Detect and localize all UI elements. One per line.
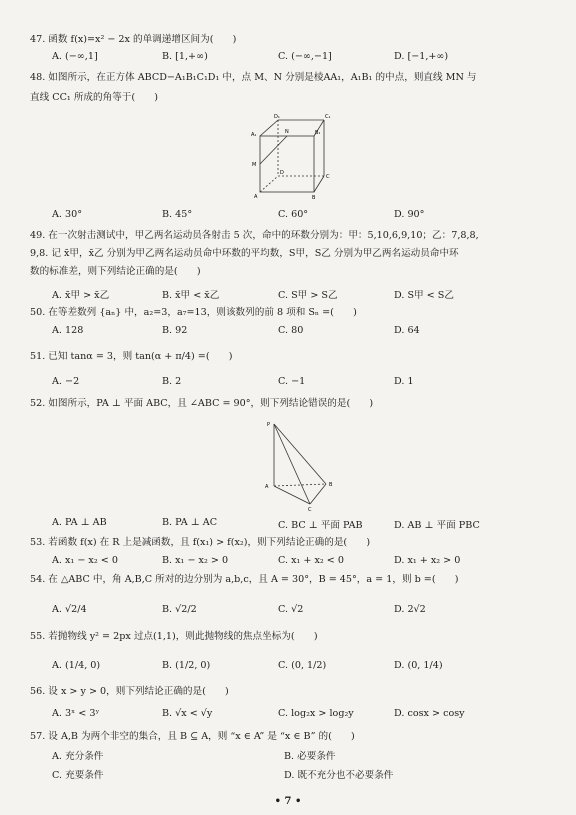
label-b: B [312, 195, 316, 200]
edge-ab [274, 484, 326, 486]
option-b: B. (1/2, 0) [162, 660, 211, 671]
option-c: C. S甲 > S乙 [278, 290, 338, 301]
edge-pc [274, 424, 310, 504]
option-a: A. √2/4 [52, 604, 87, 615]
question-51 [30, 350, 562, 364]
option-d: D. 1 [394, 376, 414, 387]
question-stem: 56. 设 x > y > 0，则下列结论正确的是( ) [30, 686, 229, 697]
label-b: B [329, 482, 333, 488]
option-c: C. x₁ + x₂ < 0 [278, 555, 344, 566]
option-d: D. cosx > cosy [394, 708, 465, 719]
option-d: D. x₁ + x₂ > 0 [394, 555, 461, 566]
question-52 [30, 397, 562, 411]
option-d: D. AB ⊥ 平面 PBC [394, 520, 480, 531]
option-d: D. [−1,+∞) [394, 51, 449, 62]
question-stem-line-3: 数的标准差，则下列结论正确的是( ) [30, 266, 201, 277]
question-57-options-row-2 [52, 767, 566, 781]
option-d: D. S甲 < S乙 [394, 290, 454, 301]
question-56-options [52, 708, 566, 722]
question-stem: 47. 函数 f(x)=x² − 2x 的单调递增区间为( ) [30, 34, 237, 45]
question-stem-line-1: 49. 在一次射击测试中，甲乙两名运动员各射击 5 次，命中的环数分别为：甲：5,10,6,9,10；乙：7,8,8, [30, 230, 479, 241]
edge-cb [310, 484, 326, 504]
option-a: A. 充分条件 [52, 751, 104, 762]
question-50-options [52, 325, 566, 339]
page-number: • 7 • [274, 796, 302, 807]
cube-front-face [260, 136, 314, 192]
question-50 [30, 306, 562, 320]
label-b1: B₁ [315, 130, 321, 136]
option-a: A. −2 [52, 376, 80, 387]
option-c: C. (0, 1/2) [278, 660, 327, 671]
label-d: D [280, 170, 284, 176]
pyramid-figure [258, 418, 342, 512]
question-54 [30, 573, 562, 587]
option-b: B. [1,+∞) [162, 51, 208, 62]
question-57-options-row-1 [52, 748, 566, 762]
option-a: A. 3ˣ < 3ʸ [52, 708, 100, 719]
question-48-options [52, 209, 566, 223]
option-a: A. 30° [52, 209, 83, 220]
question-47 [30, 33, 562, 47]
segment-mn [260, 136, 287, 164]
option-c: C. −1 [278, 376, 306, 387]
question-stem-line-2: 直线 CC₁ 所成的角等于( ) [30, 92, 159, 103]
option-a: A. (−∞,1] [52, 51, 98, 62]
question-56 [30, 685, 562, 699]
option-a: A. (1/4, 0) [52, 660, 101, 671]
question-51-options [52, 376, 566, 390]
question-stem-line-1: 48. 如图所示，在正方体 ABCD−A₁B₁C₁D₁ 中，点 M、N 分别是棱AA₁，A₁B₁ 的中点，则直线 MN 与 [30, 72, 477, 83]
edge-ac [274, 486, 310, 504]
option-a: A. 128 [52, 325, 84, 336]
option-b: B. x₁ − x₂ > 0 [162, 555, 229, 566]
cube-figure [248, 112, 338, 200]
option-c: C. log₂x > log₂y [278, 708, 354, 719]
label-c1: C₁ [325, 114, 331, 120]
option-a: A. PA ⊥ AB [52, 517, 107, 528]
label-d1: D₁ [274, 114, 280, 120]
option-c: C. √2 [278, 604, 304, 615]
label-c: C [308, 507, 312, 512]
option-c: C. (−∞,−1] [278, 51, 332, 62]
option-b: B. 必要条件 [284, 751, 336, 762]
option-d: D. (0, 1/4) [394, 660, 443, 671]
option-b: B. 92 [162, 325, 188, 336]
question-52-options [52, 517, 566, 531]
question-57 [30, 730, 562, 744]
option-b: B. PA ⊥ AC [162, 517, 218, 528]
label-p: P [267, 422, 271, 428]
option-c: C. 80 [278, 325, 304, 336]
question-stem-line-2: 9,8. 记 x̄甲，x̄乙 分别为甲乙两名运动员命中环数的平均数，S甲，S乙 分别为甲乙两名运动员命中环 [30, 248, 459, 259]
option-b: B. 2 [162, 376, 182, 387]
option-d: D. 64 [394, 325, 420, 336]
question-stem: 55. 若抛物线 y² = 2px 过点(1,1)，则此抛物线的焦点坐标为( ) [30, 631, 318, 642]
label-c: C [326, 174, 330, 180]
question-stem: 52. 如图所示，PA ⊥ 平面 ABC，且 ∠ABC = 90°，则下列结论错误的是( ) [30, 398, 374, 409]
option-d: D. 90° [394, 209, 425, 220]
option-b: B. x̄甲 < x̄乙 [162, 290, 220, 301]
option-a: A. x̄甲 > x̄乙 [52, 290, 110, 301]
label-a1: A₁ [251, 132, 257, 138]
question-48 [30, 71, 562, 105]
option-c: C. BC ⊥ 平面 PAB [278, 520, 363, 531]
option-d: D. 既不充分也不必要条件 [284, 770, 394, 781]
question-53 [30, 536, 562, 550]
label-m: M [252, 162, 257, 168]
question-47-options [52, 51, 566, 65]
label-a: A [254, 194, 258, 200]
label-a: A [265, 484, 269, 490]
question-stem: 57. 设 A,B 为两个非空的集合，且 B ⊆ A，则 “x ∈ A” 是 “x ∈ B” 的( ) [30, 731, 355, 742]
question-53-options [52, 555, 566, 569]
question-stem: 51. 已知 tanα = 3，则 tan(α + π/4) =( ) [30, 351, 233, 362]
option-b: B. √2/2 [162, 604, 197, 615]
option-b: B. 45° [162, 209, 193, 220]
option-a: A. x₁ − x₂ < 0 [52, 555, 118, 566]
option-c: C. 充要条件 [52, 770, 104, 781]
option-b: B. √x < √y [162, 708, 213, 719]
question-54-options [52, 604, 566, 618]
option-d: D. 2√2 [394, 604, 426, 615]
question-55 [30, 630, 562, 644]
question-stem: 53. 若函数 f(x) 在 R 上是减函数，且 f(x₁) > f(x₂)，则下列结论正确的是( ) [30, 537, 371, 548]
question-stem: 50. 在等差数列 {aₙ} 中，a₂=3，a₇=13，则该数列的前 8 项和 Sₙ =( ) [30, 307, 357, 318]
question-stem: 54. 在 △ABC 中，角 A,B,C 所对的边分别为 a,b,c，且 A = 30°，B = 45°，a = 1，则 b =( ) [30, 574, 459, 585]
question-49-options [52, 287, 566, 301]
label-n: N [285, 129, 289, 135]
edge-pb [274, 424, 326, 484]
question-49 [30, 229, 562, 279]
option-c: C. 60° [278, 209, 309, 220]
question-55-options [52, 660, 566, 674]
